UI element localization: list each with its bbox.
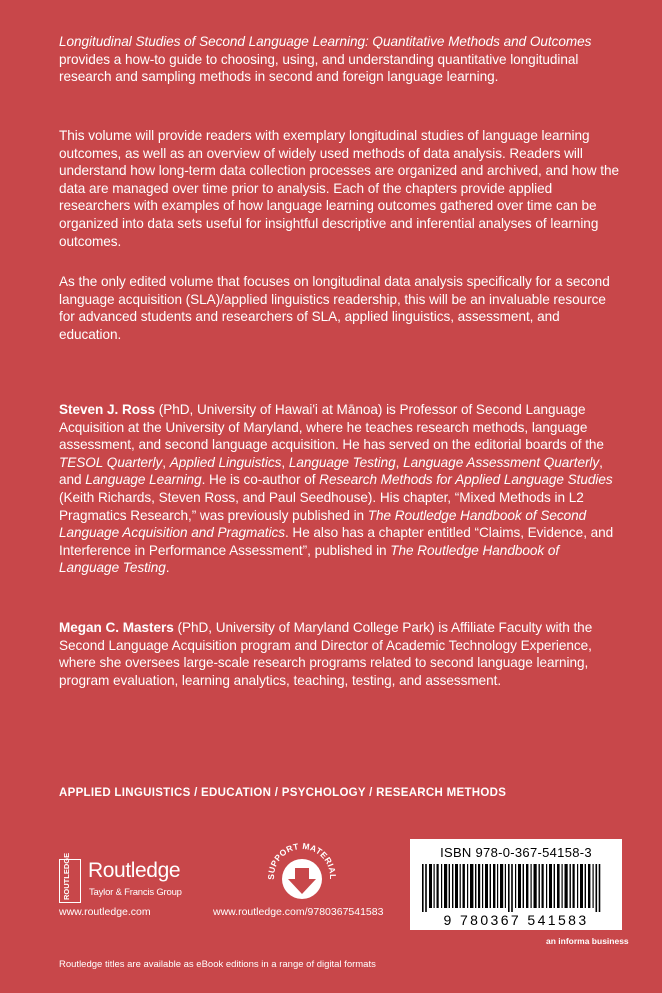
bio-text: (PhD, University of Maryland College Park) is Affiliate Faculty with the Second Language Acquisition program and Director of Academic Technology Experience, where she oversees large-scale research programs related to second language learning, program evaluation, learning analytics, teaching, testing, and assessment.: [59, 620, 593, 688]
support-material-url[interactable]: www.routledge.com/9780367541583: [213, 906, 384, 918]
bio-text: ,: [395, 454, 404, 470]
bio-text: , and: [59, 454, 603, 488]
description-text: As the only edited volume that focuses on longitudinal data analysis specifically for a second language acquisition (SLA)/applied linguistics readership, this will be an invaluable resource for advanced students and researchers of SLA, applied linguistics, assessment, and education.: [59, 274, 610, 342]
barcode-digits: 9 780367 541583: [443, 912, 589, 928]
book-reference: Research Methods for Applied Language Studies: [319, 472, 613, 488]
logo-mark-text: ROUTLEDGE: [62, 852, 71, 900]
bio-text: .: [165, 560, 170, 576]
subject-categories: APPLIED LINGUISTICS / EDUCATION / PSYCHOLOGY / RESEARCH METHODS: [59, 787, 507, 799]
author-bio-masters: [59, 619, 619, 689]
description-paragraph-1: [59, 33, 619, 86]
publisher-group: Taylor & Francis Group: [89, 887, 182, 898]
support-material-icon: [264, 841, 340, 909]
bio-text: . He is co-author of: [201, 472, 320, 488]
description-text: provides a how-to guide to choosing, using, and understanding quantitative longitudinal research and sampling methods in second and foreign language learning.: [59, 51, 579, 85]
bio-text: (Keith Richards, Steven Ross, and Paul Seedhouse). His chapter, “Mixed Methods in L2 Pragmatics Research,” was previously published in: [59, 489, 584, 523]
bio-text: (PhD, University of Hawai'i at Mānoa) is Professor of Second Language Acquisition at the University of Maryland, where he teaches research methods, language assessment, and second language acquisition. He has served on the editorial boards of the: [59, 402, 604, 453]
journal-title: Language Learning: [85, 472, 202, 488]
book-title: Longitudinal Studies of Second Language Learning: Quantitative Methods and Outcomes: [59, 34, 592, 49]
bio-text: . He also has a chapter entitled “Claims, Evidence, and Interference in Performance Assessment”, published in: [59, 525, 614, 558]
ebook-note: Routledge titles are available as eBook editions in a range of digital formats: [59, 959, 376, 970]
book-reference: The Routledge Handbook of Second Language Acquisition and Pragmatics: [59, 507, 587, 541]
author-name: Steven J. Ross: [59, 402, 156, 417]
isbn-label: ISBN 978-0-367-54158-3: [440, 845, 592, 860]
description-text: This volume will provide readers with exemplary longitudinal studies of language learning outcomes, as well as an overview of widely used methods of data analysis. Readers will understand how long-term data collection processes are organized and archived, and how the data are managed over time prior to analysis. Each of the chapters provide applied researchers with examples of how language learning outcomes gathered over time can be organized into data sets useful for insightful descriptive and inferential analyses of learning outcomes.: [59, 128, 619, 249]
journal-title: Language Testing: [288, 454, 396, 470]
journal-title: Language Assessment Quarterly: [403, 454, 600, 470]
description-paragraph-2: [59, 127, 619, 250]
author-bio-ross: [59, 401, 619, 577]
journal-title: TESOL Quarterly: [59, 454, 163, 470]
bio-text: ,: [281, 454, 289, 470]
support-material-label: SUPPORT MATERIAL: [265, 841, 339, 880]
routledge-mark-icon: [59, 852, 81, 903]
journal-title: Applied Linguistics: [169, 454, 282, 470]
publisher-name: Routledge: [88, 859, 181, 882]
bio-text: ,: [162, 454, 170, 470]
isbn-barcode: [410, 839, 622, 930]
publisher-logo: [59, 852, 219, 906]
author-name: Megan C. Masters: [59, 620, 174, 635]
book-reference: The Routledge Handbook of Language Testing: [59, 542, 560, 576]
publisher-url[interactable]: www.routledge.com: [59, 906, 151, 918]
description-paragraph-3: [59, 273, 619, 343]
support-material-badge: [264, 841, 340, 909]
barcode-icon: [422, 864, 610, 912]
informa-tagline: an informa business: [546, 936, 629, 946]
